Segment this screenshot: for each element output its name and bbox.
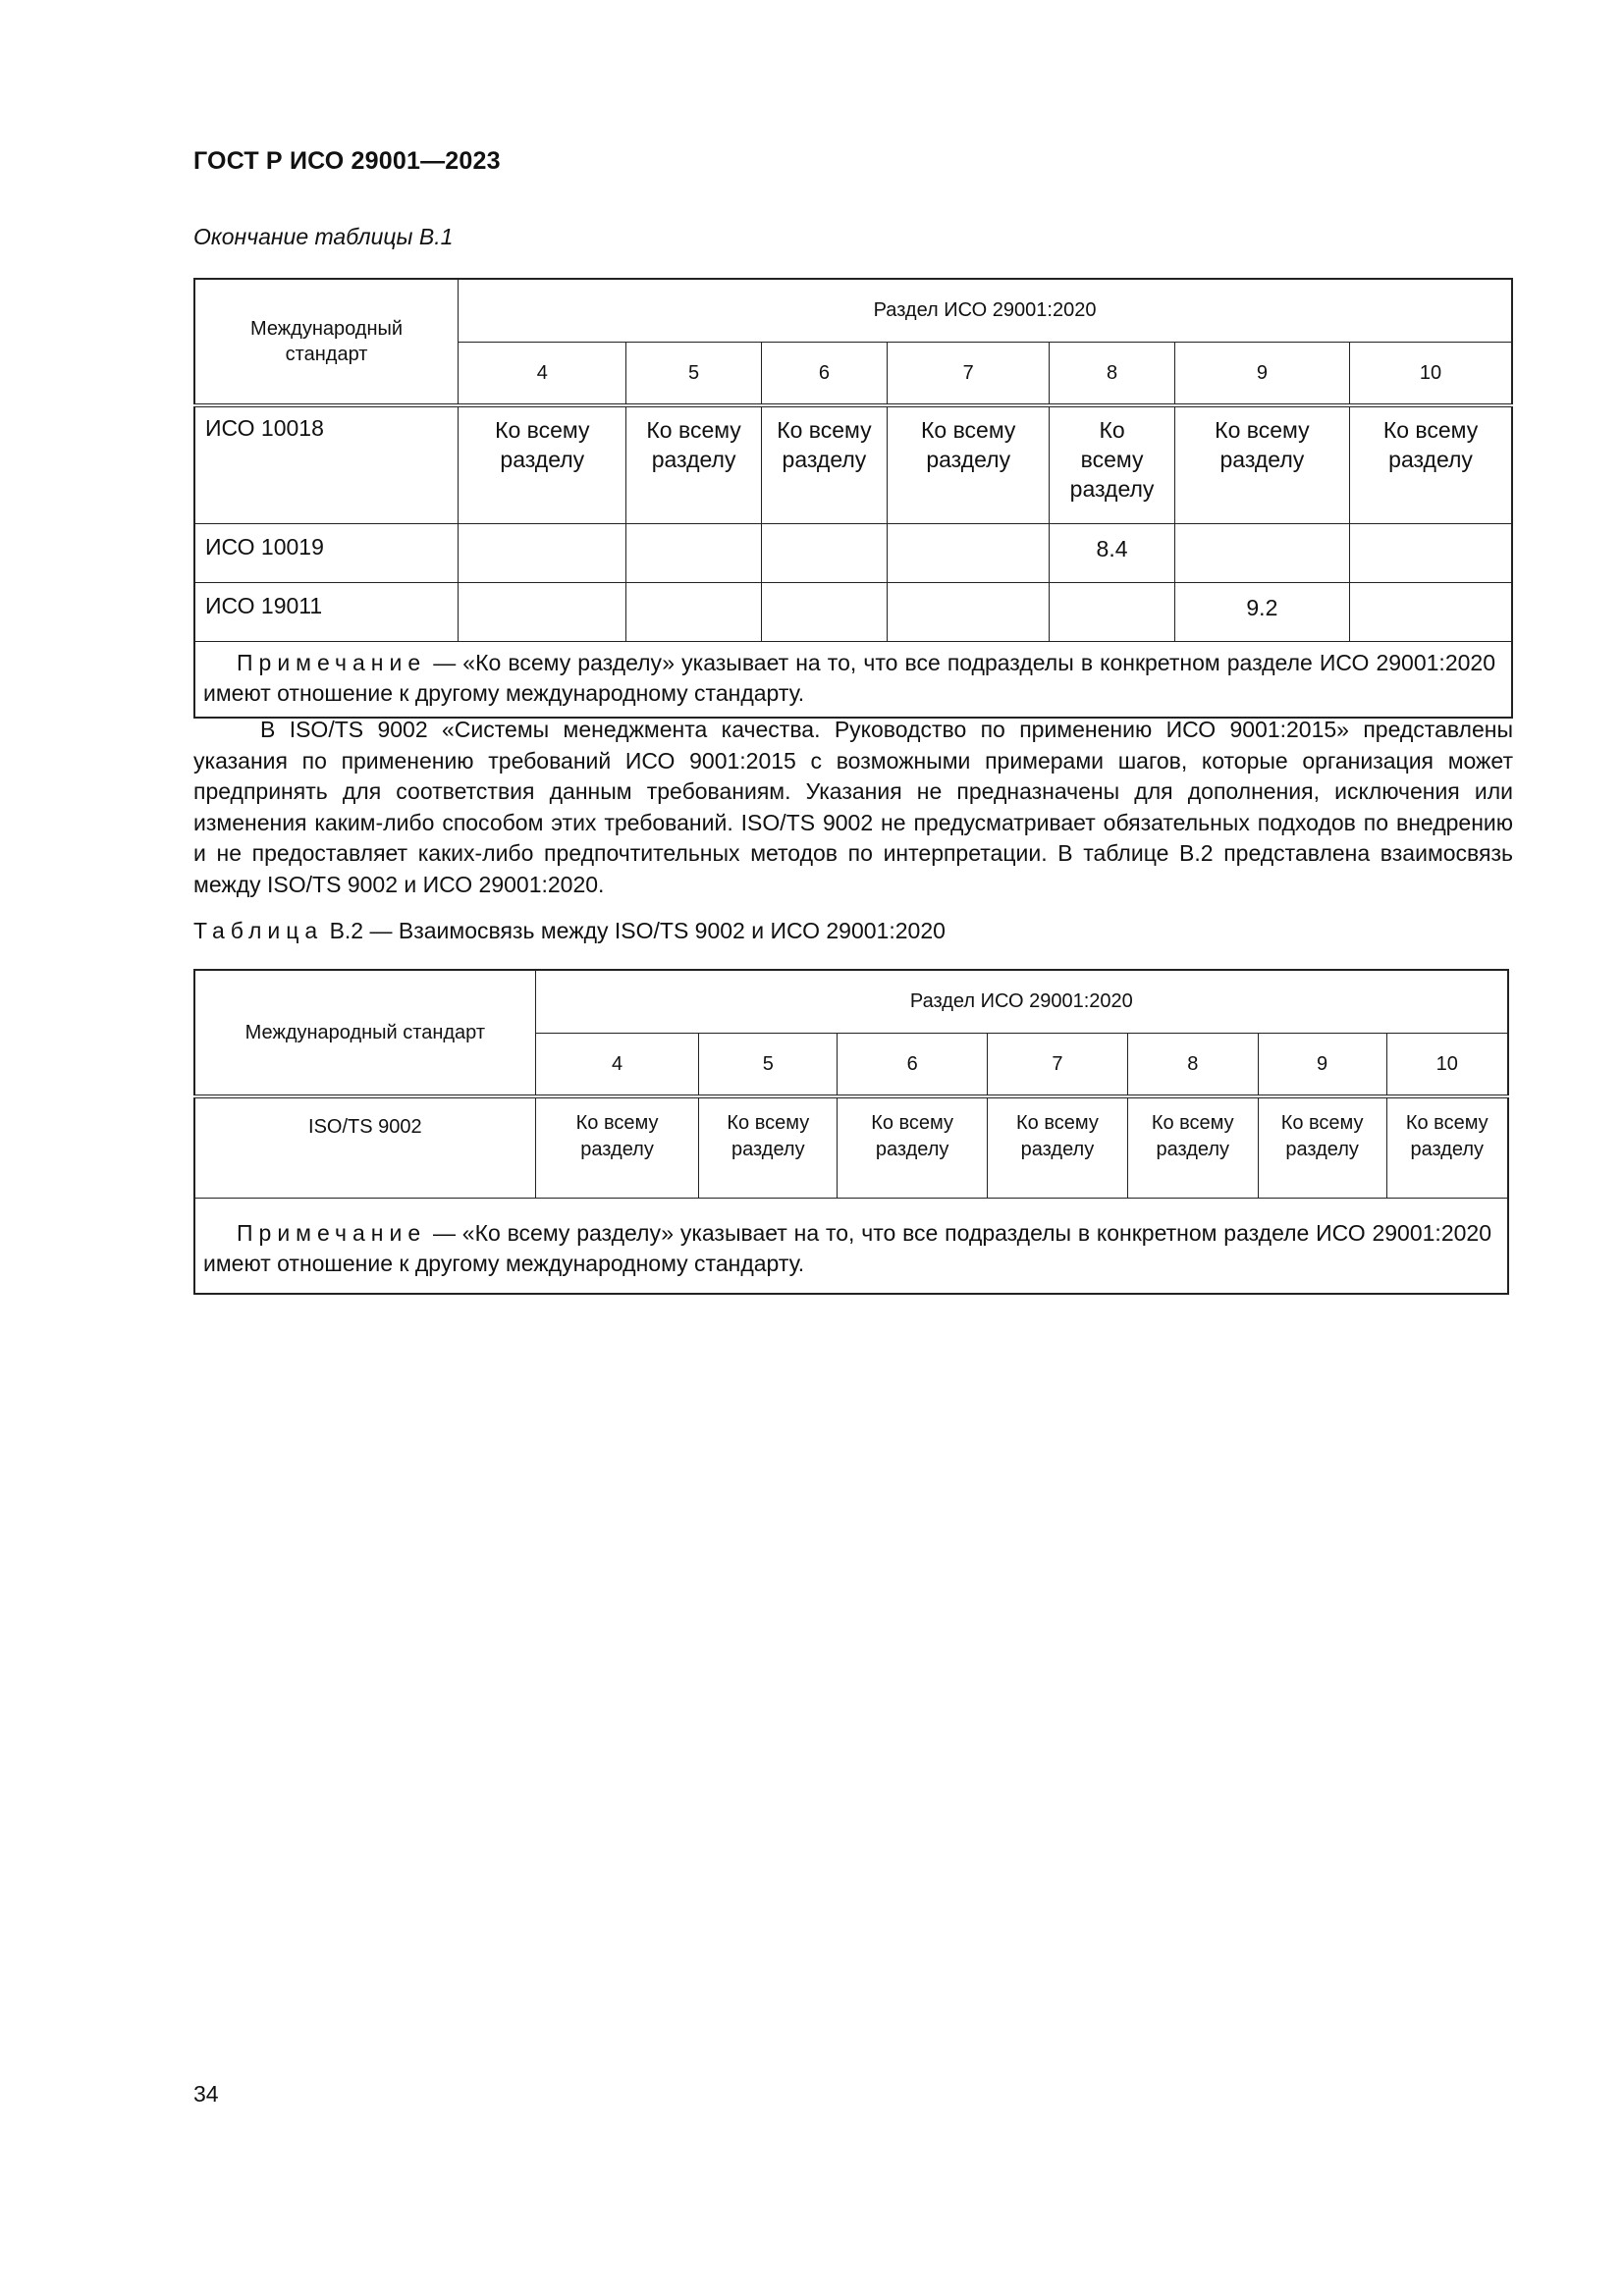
table2-cell: Ко всему разделу — [838, 1096, 988, 1199]
table2-standard-cell: ISO/TS 9002 — [194, 1096, 535, 1199]
table1-cell — [888, 524, 1050, 583]
table2-col-header: 9 — [1258, 1034, 1386, 1097]
table2-cell: Ко всему разделу — [699, 1096, 838, 1199]
table1-note — [194, 642, 1512, 719]
table2-cell: Ко всему разделу — [1258, 1096, 1386, 1199]
table2-col-header: 7 — [988, 1034, 1128, 1097]
table1-standard-cell: ИСО 10019 — [194, 524, 459, 583]
table1-note-row — [194, 642, 1512, 719]
table2-cell: Ко всему разделу — [1127, 1096, 1258, 1199]
table2-col-header: 6 — [838, 1034, 988, 1097]
table-row — [194, 1096, 1508, 1199]
table1-cell — [626, 583, 761, 642]
table1-col-header: 6 — [761, 343, 887, 406]
table1-cell: Ко всему разделу — [1174, 405, 1349, 524]
table2-note — [194, 1199, 1508, 1295]
table2-col-header: 4 — [535, 1034, 699, 1097]
table1-cell: 8.4 — [1050, 524, 1174, 583]
table1-cell — [1050, 583, 1174, 642]
note-text: — «Ко всему разделу» указывает на то, что все подразделы в конкретном разделе ИСО 29001:2020 имеют отношение к другому международному стандарту. — [203, 650, 1495, 706]
table2-col-header: 10 — [1386, 1034, 1508, 1097]
table1-cell — [1350, 524, 1512, 583]
table1-cell — [888, 583, 1050, 642]
table2-note-row — [194, 1199, 1508, 1295]
table1-col-header: 4 — [459, 343, 626, 406]
table1-caption: Окончание таблицы В.1 — [193, 224, 454, 249]
table2-group-header: Раздел ИСО 29001:2020 — [535, 970, 1508, 1034]
table2-caption: Таблица В.2 — Взаимосвязь между ISO/TS 9002 и ИСО 29001:2020 — [193, 918, 946, 943]
table1-cell: Ко всему разделу — [459, 405, 626, 524]
table1-cell — [761, 524, 887, 583]
body-paragraph: В ISO/TS 9002 «Системы менеджмента качества. Руководство по применению ИСО 9001:2015» представлены указания по применению требований ИСО 9001:2015 с возможными примерами шагов, которые организация может предпринять для соответствия данным требованиям. Указания не предназначены для дополнения, исключения или изменения каким-либо способом этих требований. ISO/TS 9002 не предусматривает обязательных подходов по внедрению и не предоставляет каких-либо предпочтительных методов по интерпретации. В таблице В.2 представлена взаимосвязь между ISO/TS 9002 и ИСО 29001:2020. — [193, 717, 1513, 897]
table1-cell — [1350, 583, 1512, 642]
table1-col-header: 7 — [888, 343, 1050, 406]
page-number: 34 — [193, 2081, 219, 2107]
note-lead: Примечание — [237, 650, 427, 675]
table-b1 — [193, 278, 1513, 719]
table1-cell — [459, 524, 626, 583]
table2-cell: Ко всему разделу — [1386, 1096, 1508, 1199]
table1-corner-header: Международный стандарт — [194, 279, 459, 405]
table1-cell: Ко всему разделу — [1050, 405, 1174, 524]
table2-cell: Ко всему разделу — [535, 1096, 699, 1199]
table1-cell — [761, 583, 887, 642]
table2-corner-header: Международный стандарт — [194, 970, 535, 1096]
note-lead: Примечание — [237, 1220, 427, 1246]
table-b2 — [193, 969, 1509, 1295]
table1-cell: Ко всему разделу — [761, 405, 887, 524]
table1-cell: 9.2 — [1174, 583, 1349, 642]
table1-col-header: 8 — [1050, 343, 1174, 406]
note-text: — «Ко всему разделу» указывает на то, что все подразделы в конкретном разделе ИСО 29001:2020 имеют отношение к другому международному стандарту. — [203, 1220, 1491, 1276]
table1-standard-cell: ИСО 19011 — [194, 583, 459, 642]
table1-standard-cell: ИСО 10018 — [194, 405, 459, 524]
table2-col-header: 8 — [1127, 1034, 1258, 1097]
table1-cell — [1174, 524, 1349, 583]
document-header: ГОСТ Р ИСО 29001—2023 — [193, 147, 501, 175]
table1-cell: Ко всему разделу — [626, 405, 761, 524]
table1-cell: Ко всему разделу — [1350, 405, 1512, 524]
table1-group-header: Раздел ИСО 29001:2020 — [459, 279, 1512, 343]
table1-cell — [459, 583, 626, 642]
table1-cell: Ко всему разделу — [888, 405, 1050, 524]
table-row — [194, 524, 1512, 583]
table-row — [194, 405, 1512, 524]
table2-col-header: 5 — [699, 1034, 838, 1097]
table2-cell: Ко всему разделу — [988, 1096, 1128, 1199]
table1-col-header: 9 — [1174, 343, 1349, 406]
table1-cell — [626, 524, 761, 583]
table-row — [194, 583, 1512, 642]
table1-col-header: 10 — [1350, 343, 1512, 406]
table1-col-header: 5 — [626, 343, 761, 406]
